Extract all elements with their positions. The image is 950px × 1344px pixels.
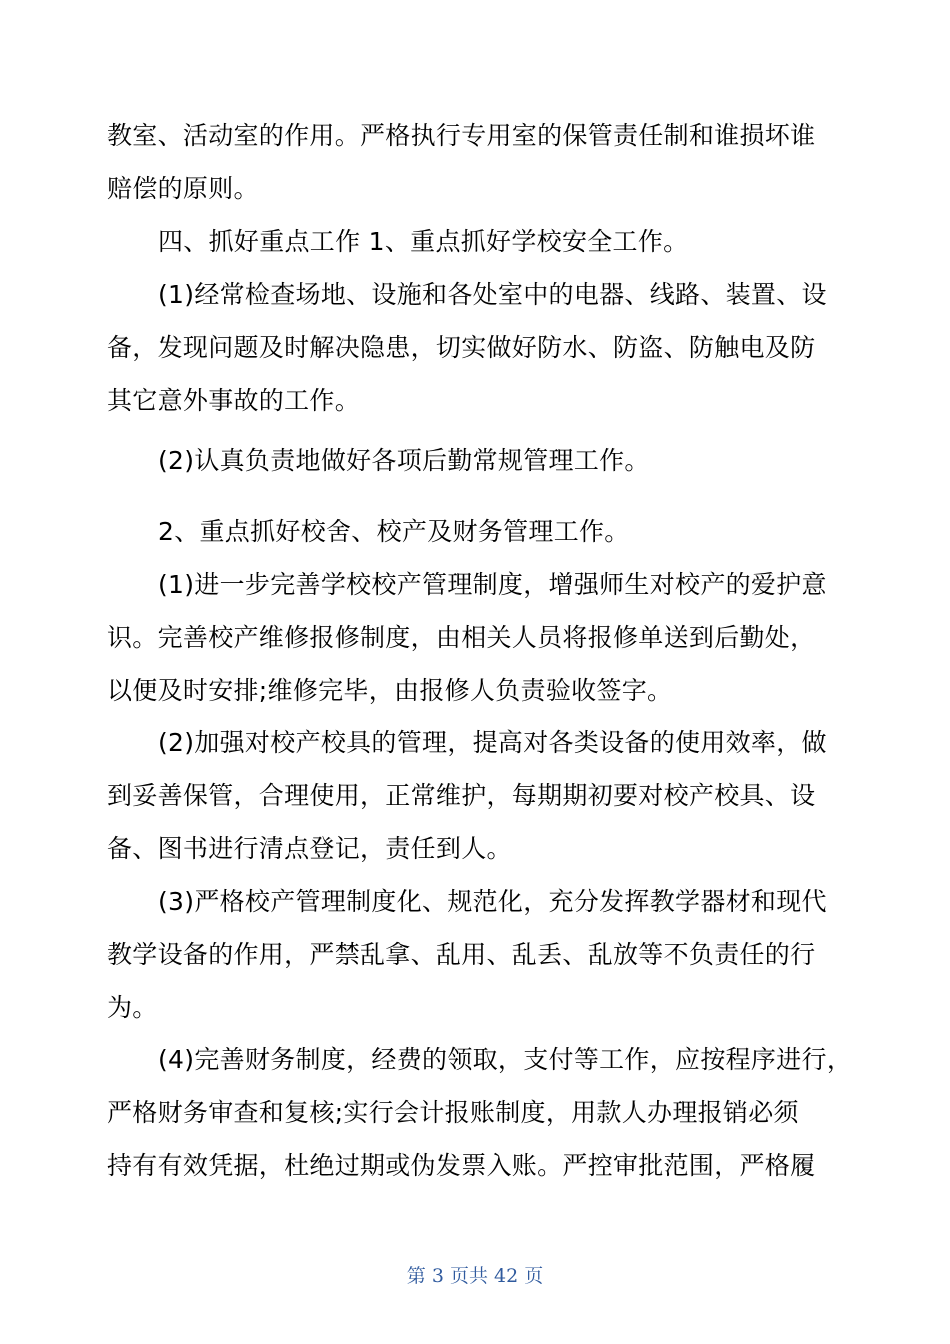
section-heading: 2、重点抓好校舍、校产及财务管理工作。 [158,517,630,546]
text-line: 持有有效凭据，杜绝过期或伪发票入账。严控审批范围，严格履 [107,1151,816,1180]
text-line: 教学设备的作用，严禁乱拿、乱用、乱丢、乱放等不负责任的行 [107,940,816,969]
text-line: 以便及时安排;维修完毕，由报修人负责验收签字。 [107,676,673,705]
text-line: 备，发现问题及时解决隐患，切实做好防水、防盗、防触电及防 [107,333,816,362]
section-heading: 四、抓好重点工作 1、重点抓好学校安全工作。 [158,227,689,256]
text-line: 备、图书进行清点登记，责任到人。 [107,834,512,863]
text-line: (4)完善财务制度，经费的领取，支付等工作，应按程序进行， [158,1045,853,1074]
text-line: 赔偿的原则。 [107,174,259,203]
text-line: (2)加强对校产校具的管理，提高对各类设备的使用效率，做 [158,728,827,757]
text-line: 其它意外事故的工作。 [107,386,361,415]
text-line: 为。 [107,993,158,1022]
page-number-footer: 第 3 页共 42 页 [406,1265,544,1287]
text-line: 到妥善保管，合理使用，正常维护，每期期初要对校产校具、设 [107,781,816,810]
text-line: 识。完善校产维修报修制度，由相关人员将报修单送到后勤处， [107,623,816,652]
text-line: (2)认真负责地做好各项后勤常规管理工作。 [158,446,650,475]
text-line: (1)经常检查场地、设施和各处室中的电器、线路、装置、设 [158,280,827,309]
text-line: (3)严格校产管理制度化、规范化，充分发挥教学器材和现代 [158,887,827,916]
text-line: 教室、活动室的作用。严格执行专用室的保管责任制和谁损坏谁 [107,121,816,150]
text-line: (1)进一步完善学校校产管理制度，增强师生对校产的爱护意 [158,570,827,599]
text-line: 严格财务审查和复核;实行会计报账制度，用款人办理报销必须 [107,1098,799,1127]
